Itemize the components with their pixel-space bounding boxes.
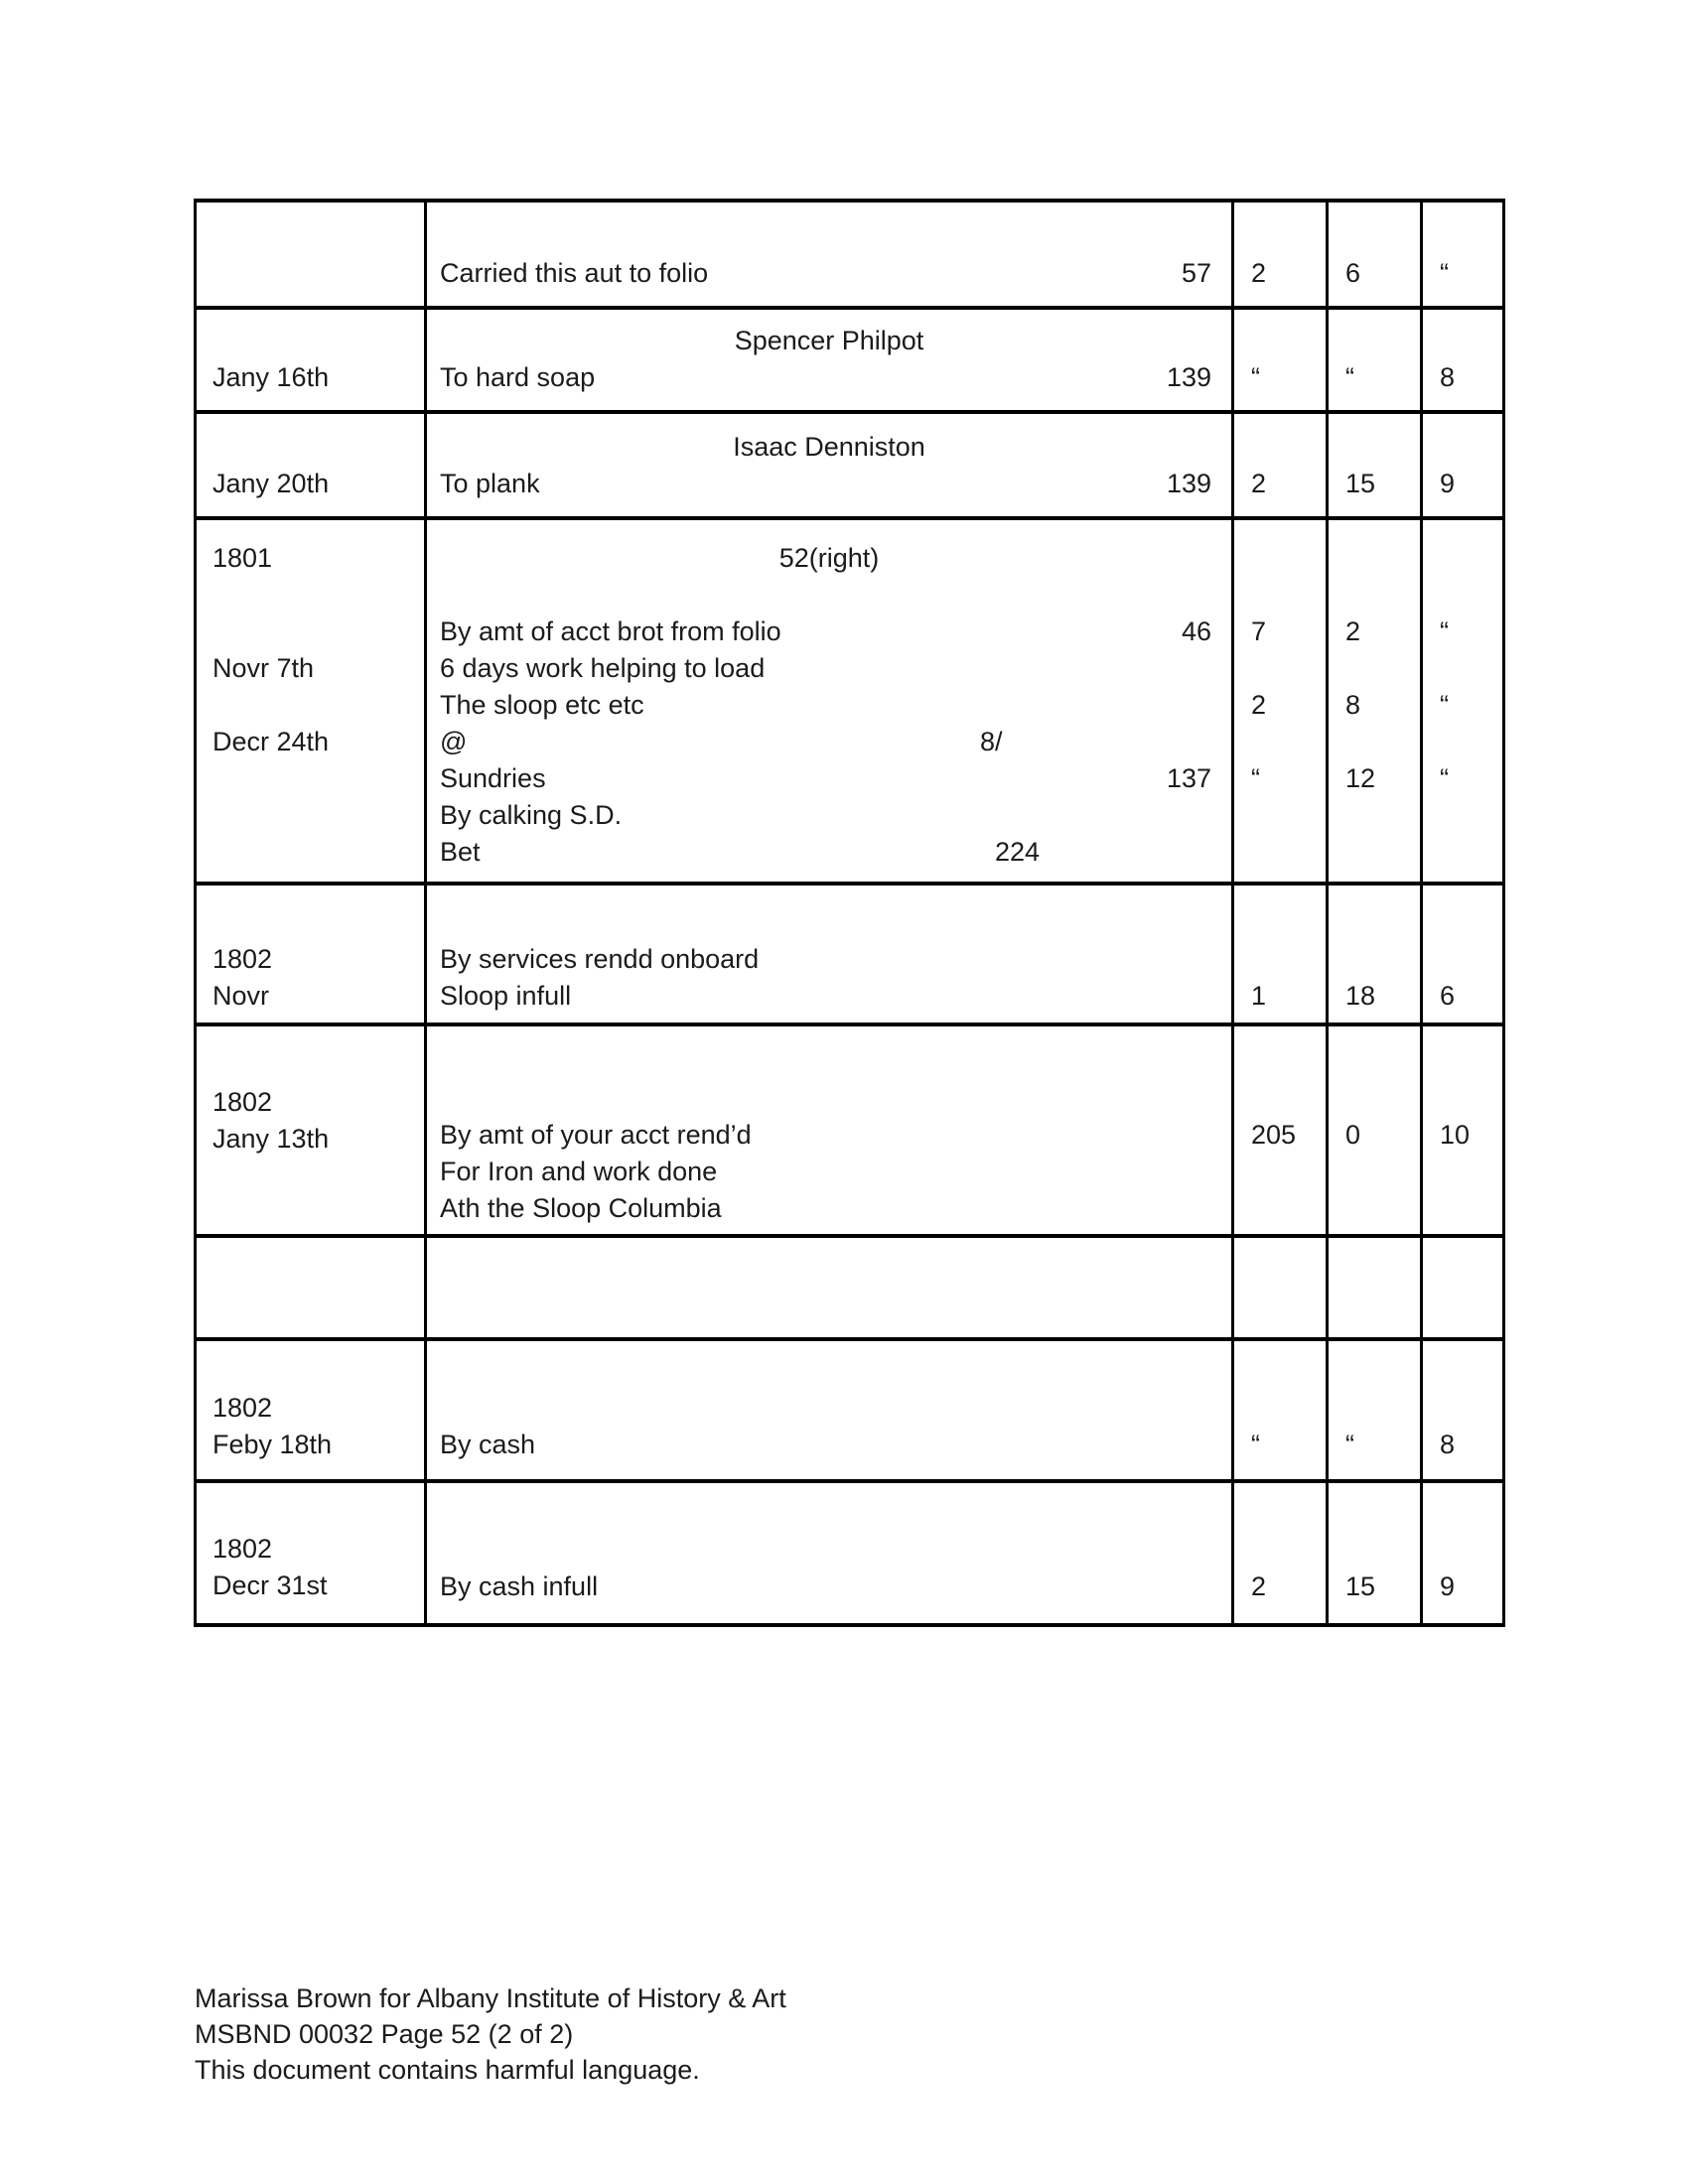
pounds-cell [1233, 1481, 1328, 1625]
date-cell [196, 201, 426, 308]
ledger-line [1234, 466, 1326, 502]
ledger-line [1234, 359, 1326, 396]
pence-value: “ [1440, 763, 1449, 793]
pence-cell [1422, 884, 1504, 1024]
footer-line: This document contains harmful language. [195, 2055, 700, 2085]
table-row [196, 884, 1504, 1024]
description-cell [426, 1024, 1233, 1236]
pence-cell [1422, 201, 1504, 308]
ledger-line [197, 1121, 424, 1158]
entry-text: @ [440, 727, 468, 756]
shillings-cell [1328, 884, 1422, 1024]
date-cell [196, 412, 426, 518]
date-text: 1802 [212, 944, 273, 974]
ledger-line [1234, 1117, 1326, 1154]
ledger-line [1234, 978, 1326, 1015]
description-cell [426, 884, 1233, 1024]
pounds-cell [1233, 1339, 1328, 1481]
ledger-line [427, 359, 1231, 396]
ledger-line [427, 978, 1231, 1015]
pounds-value: 205 [1251, 1120, 1297, 1150]
shillings-cell [1328, 412, 1422, 518]
entry-text: 6 days work helping to load [440, 653, 766, 683]
ledger-line [197, 540, 424, 577]
pounds-value: 7 [1251, 616, 1267, 646]
pounds-value: “ [1251, 362, 1260, 392]
ledger-line [1234, 1427, 1326, 1463]
ledger-line [197, 978, 424, 1015]
ledger-line [427, 540, 1231, 577]
pence-cell [1422, 1339, 1504, 1481]
date-text: Decr 24th [212, 727, 330, 756]
entry-text: By amt of acct brot from folio [440, 616, 781, 646]
ledger-line [197, 466, 424, 502]
ledger-line [197, 1427, 424, 1463]
ledger-line [197, 1531, 424, 1568]
ledger-line [197, 650, 424, 687]
date-cell [196, 518, 426, 884]
pounds-cell [1233, 1236, 1328, 1339]
shillings-value: “ [1345, 362, 1354, 392]
ledger-line [1329, 687, 1420, 724]
ledger-line [1423, 359, 1502, 396]
ledger-line [197, 1084, 424, 1121]
table-row [196, 1339, 1504, 1481]
ledger-line [197, 1568, 424, 1604]
ledger-line [427, 724, 1231, 760]
pounds-cell [1233, 884, 1328, 1024]
footer [195, 1980, 786, 2088]
pence-value: “ [1440, 258, 1449, 288]
date-cell [196, 1339, 426, 1481]
ledger-line [197, 724, 424, 760]
shillings-value: 18 [1345, 981, 1376, 1011]
table-row [196, 1236, 1504, 1339]
ledger-line [197, 359, 424, 396]
pounds-cell [1233, 201, 1328, 308]
ledger-line [427, 797, 1231, 834]
pounds-value: “ [1251, 1430, 1260, 1459]
pounds-value: “ [1251, 763, 1260, 793]
entry-center-text: Isaac Denniston [733, 432, 925, 462]
entry-text: Carried this aut to folio [440, 258, 709, 288]
date-text: 1802 [212, 1393, 273, 1423]
ledger-line [1234, 255, 1326, 292]
ledger-line [427, 1190, 1231, 1227]
description-cell [426, 1481, 1233, 1625]
ledger-line [427, 466, 1231, 502]
entry-text: Sloop infull [440, 981, 572, 1011]
ledger-line [1329, 1569, 1420, 1605]
pounds-cell [1233, 518, 1328, 884]
entry-text: For Iron and work done [440, 1157, 718, 1186]
entry-text: By cash [440, 1430, 536, 1459]
pence-cell [1422, 518, 1504, 884]
pence-cell [1422, 412, 1504, 518]
pence-value: 8 [1440, 362, 1456, 392]
pounds-value: 2 [1251, 1571, 1267, 1601]
description-cell [426, 518, 1233, 884]
ledger-line [427, 834, 1231, 871]
pence-value: 9 [1440, 1571, 1456, 1601]
table-row [196, 1481, 1504, 1625]
shillings-value: 15 [1345, 1571, 1376, 1601]
ledger-line [1329, 466, 1420, 502]
ledger-line [1423, 1117, 1502, 1154]
date-text: 1801 [212, 543, 273, 573]
ledger-line [1423, 466, 1502, 502]
ledger-line [427, 614, 1231, 650]
ledger-line [1329, 1117, 1420, 1154]
footer-line: MSBND 00032 Page 52 (2 of 2) [195, 2019, 574, 2049]
description-cell [426, 1236, 1233, 1339]
shillings-cell [1328, 308, 1422, 412]
ledger-line [1423, 614, 1502, 650]
date-cell [196, 884, 426, 1024]
ledger-line [1423, 255, 1502, 292]
shillings-cell [1328, 201, 1422, 308]
date-cell [196, 1024, 426, 1236]
ledger-line [427, 650, 1231, 687]
ledger-line [1423, 1569, 1502, 1605]
pence-value: 8 [1440, 1430, 1456, 1459]
ledger-table [194, 199, 1505, 1627]
ledger-line [1234, 760, 1326, 797]
entry-text: The sloop etc etc [440, 690, 644, 720]
ledger-line [1329, 614, 1420, 650]
ledger-line [1329, 1427, 1420, 1463]
entry-text: By cash infull [440, 1571, 599, 1601]
date-text: Jany 13th [212, 1124, 330, 1154]
shillings-cell [1328, 1236, 1422, 1339]
folio-number: 137 [1166, 763, 1211, 793]
date-cell [196, 1481, 426, 1625]
pounds-value: 2 [1251, 469, 1267, 498]
date-text: 1802 [212, 1534, 273, 1564]
pounds-value: 2 [1251, 258, 1267, 288]
shillings-cell [1328, 1339, 1422, 1481]
shillings-value: 2 [1345, 616, 1361, 646]
description-cell [426, 201, 1233, 308]
footer-line: Marissa Brown for Albany Institute of History & Art [195, 1983, 786, 2013]
ledger-line [427, 255, 1231, 292]
pence-value: “ [1440, 616, 1449, 646]
pence-cell [1422, 308, 1504, 412]
mid-number: 8/ [980, 727, 1003, 756]
entry-text: By services rendd onboard [440, 944, 760, 974]
date-text: Jany 20th [212, 469, 330, 498]
ledger-line [427, 941, 1231, 978]
date-text: Jany 16th [212, 362, 330, 392]
ledger-line [197, 941, 424, 978]
ledger-line [1329, 255, 1420, 292]
shillings-value: 6 [1345, 258, 1361, 288]
table-row [196, 201, 1504, 308]
ledger-line [1329, 760, 1420, 797]
entry-text: By calking S.D. [440, 800, 623, 830]
pence-value: 9 [1440, 469, 1456, 498]
date-text: Novr [212, 981, 270, 1011]
table-row [196, 518, 1504, 884]
pence-cell [1422, 1481, 1504, 1625]
table-row [196, 308, 1504, 412]
pounds-cell [1233, 1024, 1328, 1236]
date-text: 1802 [212, 1087, 273, 1117]
ledger-line [1329, 359, 1420, 396]
shillings-cell [1328, 1481, 1422, 1625]
pence-value: “ [1440, 690, 1449, 720]
ledger-line [1423, 978, 1502, 1015]
ledger-line [1423, 1427, 1502, 1463]
pounds-cell [1233, 412, 1328, 518]
table-row [196, 1024, 1504, 1236]
mid-number: 224 [995, 837, 1041, 867]
ledger-line [1234, 687, 1326, 724]
folio-number: 46 [1181, 616, 1211, 646]
ledger-line [427, 687, 1231, 724]
table-row [196, 412, 1504, 518]
entry-text: By amt of your acct rend’d [440, 1120, 752, 1150]
ledger-line [427, 429, 1231, 466]
date-text: Novr 7th [212, 653, 315, 683]
pence-value: 10 [1440, 1120, 1471, 1150]
ledger-line [1234, 1569, 1326, 1605]
shillings-cell [1328, 518, 1422, 884]
shillings-cell [1328, 1024, 1422, 1236]
folio-number: 139 [1166, 469, 1211, 498]
pence-cell [1422, 1236, 1504, 1339]
ledger-line [1423, 687, 1502, 724]
entry-center-text: 52(right) [778, 543, 880, 573]
date-cell [196, 1236, 426, 1339]
ledger-line [427, 760, 1231, 797]
pence-value: 6 [1440, 981, 1456, 1011]
folio-number: 57 [1181, 258, 1211, 288]
pounds-value: 2 [1251, 690, 1267, 720]
entry-center-text: Spencer Philpot [734, 326, 924, 355]
ledger-line [1423, 760, 1502, 797]
ledger-line [427, 1154, 1231, 1190]
pounds-cell [1233, 308, 1328, 412]
pence-cell [1422, 1024, 1504, 1236]
ledger-line [427, 1427, 1231, 1463]
entry-text: Sundries [440, 763, 546, 793]
ledger-line [197, 1390, 424, 1427]
date-text: Feby 18th [212, 1430, 333, 1459]
date-cell [196, 308, 426, 412]
entry-text: To hard soap [440, 362, 596, 392]
ledger-line [427, 323, 1231, 359]
shillings-value: “ [1345, 1430, 1354, 1459]
pounds-value: 1 [1251, 981, 1267, 1011]
date-text: Decr 31st [212, 1570, 328, 1600]
ledger-line [1234, 614, 1326, 650]
shillings-value: 0 [1345, 1120, 1361, 1150]
shillings-value: 12 [1345, 763, 1376, 793]
entry-text: Ath the Sloop Columbia [440, 1193, 722, 1223]
folio-number: 139 [1166, 362, 1211, 392]
entry-text: To plank [440, 469, 540, 498]
ledger-line [1329, 978, 1420, 1015]
ledger-line [427, 1117, 1231, 1154]
ledger-line [427, 1569, 1231, 1605]
shillings-value: 15 [1345, 469, 1376, 498]
description-cell [426, 1339, 1233, 1481]
description-cell [426, 308, 1233, 412]
entry-text: Bet [440, 837, 481, 867]
shillings-value: 8 [1345, 690, 1361, 720]
description-cell [426, 412, 1233, 518]
